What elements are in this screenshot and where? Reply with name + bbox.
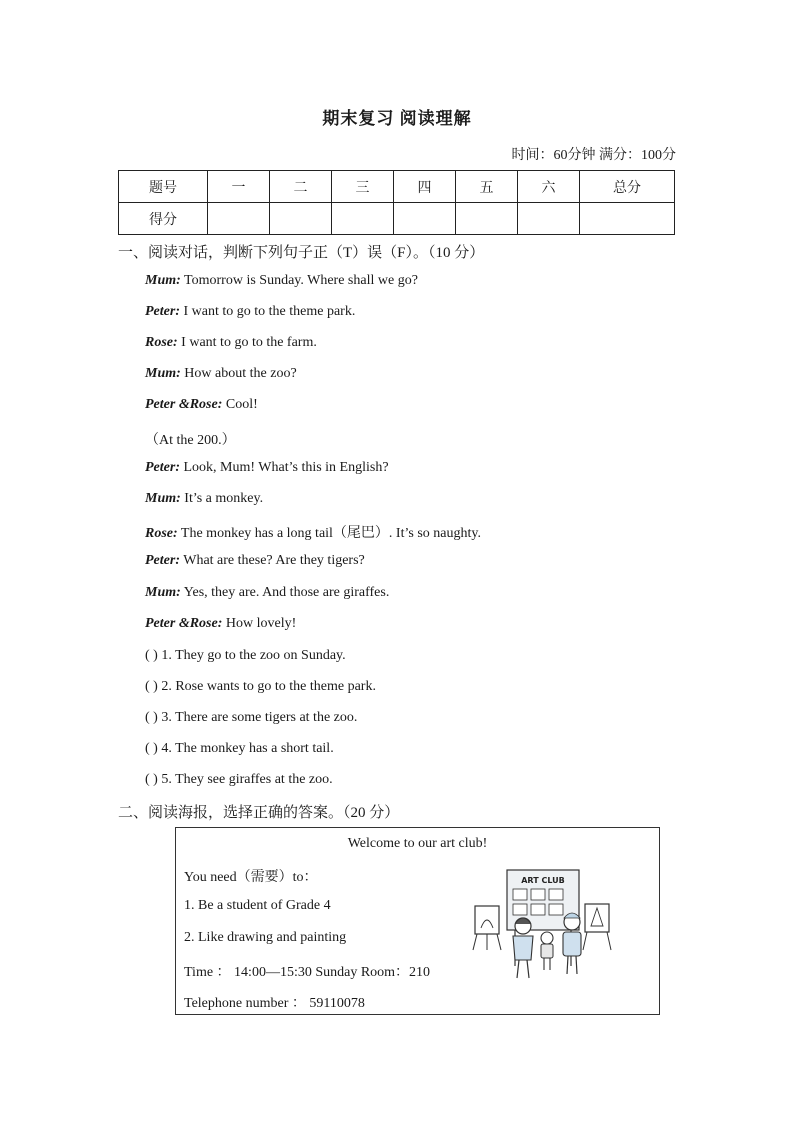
poster-line: Time ： 14:00—15:30 Sunday Room：210	[184, 965, 431, 980]
exam-meta: 时间：60分钟 满分：100分	[511, 148, 676, 163]
question-item[interactable]: ( ) 3. There are some tigers at the zoo.	[145, 710, 358, 725]
score-table	[118, 170, 675, 235]
speaker: Peter:	[145, 553, 180, 568]
utterance: I want to go to the theme park.	[179, 304, 356, 319]
speaker: Peter:	[145, 460, 180, 475]
section1-heading: 一、阅读对话，判断下列句子正（T）误（F）。（10 分）	[118, 245, 485, 261]
dialogue-line	[145, 335, 317, 351]
speaker: Rose:	[145, 526, 178, 541]
dialogue-line	[145, 460, 389, 476]
poster-line: Telephone number ： 59110078	[184, 996, 365, 1011]
speaker: Peter &Rose:	[145, 616, 223, 631]
poster-line: 2. Like drawing and painting	[184, 930, 347, 945]
score-input-cell[interactable]	[208, 203, 270, 235]
utterance: Look, Mum! What’s this in English?	[179, 460, 389, 475]
score-header-cell: 总分	[580, 171, 675, 203]
dialogue-line	[145, 397, 258, 413]
score-input-cell[interactable]	[580, 203, 675, 235]
utterance: Yes, they are. And those are giraffes.	[180, 585, 390, 600]
score-header-cell: 六	[518, 171, 580, 203]
speaker: Peter &Rose:	[145, 397, 223, 412]
score-header-cell: 三	[332, 171, 394, 203]
section2-heading: 二、阅读海报，选择正确的答案。（20 分）	[118, 805, 400, 821]
speaker: Peter:	[145, 304, 180, 319]
poster-line: 1. Be a student of Grade 4	[184, 898, 331, 913]
dialogue-line	[145, 304, 355, 320]
score-table-header-row	[119, 171, 675, 203]
score-input-cell[interactable]	[394, 203, 456, 235]
art-club-poster	[175, 827, 660, 1015]
art-club-illustration	[471, 866, 616, 986]
speaker: Mum:	[145, 273, 181, 288]
score-input-cell[interactable]	[456, 203, 518, 235]
utterance: Tomorrow is Sunday. Where shall we go?	[180, 273, 418, 288]
poster-line: You need（需要）to：	[184, 870, 318, 885]
utterance: How about the zoo?	[180, 366, 297, 381]
utterance: It’s a monkey.	[180, 491, 264, 506]
speaker: Mum:	[145, 585, 181, 600]
utterance: Cool!	[222, 397, 258, 412]
score-header-cell: 二	[270, 171, 332, 203]
speaker: Mum:	[145, 491, 181, 506]
score-input-cell[interactable]	[270, 203, 332, 235]
score-header-cell: 题号	[119, 171, 208, 203]
dialogue-line	[145, 273, 418, 289]
speaker: Rose:	[145, 335, 178, 350]
utterance: What are these? Are they tigers?	[179, 553, 365, 568]
dialogue-line	[145, 616, 296, 632]
score-header-cell: 五	[456, 171, 518, 203]
score-table-score-row	[119, 203, 675, 235]
utterance: The monkey has a long tail（尾巴）. It’s so naughty.	[177, 526, 481, 541]
score-input-cell[interactable]	[332, 203, 394, 235]
score-header-cell: 一	[208, 171, 270, 203]
dialogue-line	[145, 429, 236, 449]
dialogue-line	[145, 522, 481, 542]
score-header-cell: 四	[394, 171, 456, 203]
question-item[interactable]: ( ) 5. They see giraffes at the zoo.	[145, 772, 333, 787]
club-sign-text: ART CLUB	[521, 876, 565, 885]
question-item[interactable]: ( ) 1. They go to the zoo on Sunday.	[145, 648, 346, 663]
utterance: （At the 200.）	[145, 433, 236, 448]
dialogue-line	[145, 553, 365, 569]
utterance: I want to go to the farm.	[177, 335, 317, 350]
page-title: 期末复习 阅读理解	[322, 109, 472, 128]
question-item[interactable]: ( ) 2. Rose wants to go to the theme park.	[145, 679, 376, 694]
score-input-cell[interactable]	[518, 203, 580, 235]
speaker: Mum:	[145, 366, 181, 381]
dialogue-line	[145, 585, 389, 601]
question-item[interactable]: ( ) 4. The monkey has a short tail.	[145, 741, 334, 756]
dialogue-line	[145, 366, 297, 382]
child-figure	[541, 932, 553, 944]
score-row-label: 得分	[119, 203, 208, 235]
utterance: How lovely!	[222, 616, 297, 631]
poster-headline: Welcome to our art club!	[347, 836, 488, 851]
dialogue-line	[145, 491, 263, 507]
